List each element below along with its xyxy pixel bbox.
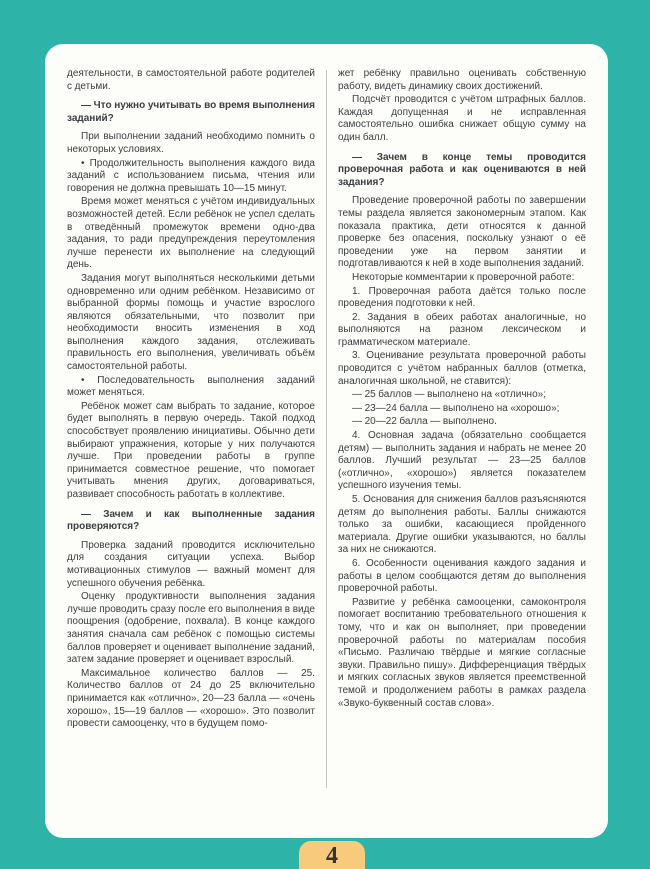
paragraph: Задания могут выполняться несколькими детьми одновременно или одним ребёнком. Независимо от выбранной формы помощь и участие взрослого являются обязательными, что позволит при необходимости вносить изменения в ход выполнения каждого задания, отслеживать правильность его выполнения, увеличивать объём самостоятельной работы. [67, 272, 315, 373]
paragraph: Оценку продуктивности выполнения задания лучше проводить сразу после его выполнения в виде поощрения (одобрение, похвала). В конце каждого занятия сначала сам ребёнок с помощью системы баллов проверяет и оценивает выполнение заданий, затем задание проверяет и оценивает взрослый. [67, 591, 315, 666]
paragraph: Проверка заданий проводится исключительно для создания ситуации успеха. Выбор мотивационных стимулов — важный момент для успешного обучения ребёнка. [67, 539, 315, 589]
bullet-paragraph: • Последовательность выполнения заданий может меняться. [67, 374, 315, 399]
paragraph: Ребёнок может сам выбрать то задание, которое будет выполнять в первую очередь. Такой подход способствует проявлению инициативы. Обычно дети выбирают упражнения, которые у них получаются лучше. При проведении работы в группе принимается совместное решение, что помогает учитывать мнения других, договариваться, развивает способность работать в коллективе. [67, 400, 315, 500]
two-column-text-layout [67, 68, 586, 818]
paragraph: Максимальное количество баллов — 25. Количество баллов от 24 до 25 включительно принимается как «отлично», 20—23 балла — «очень хорошо», 15—19 баллов — «хорошо». Это позволит провести самооценку, что в будущем помо- [67, 667, 315, 730]
book-page [45, 44, 608, 838]
paragraph: 5. Основания для снижения баллов разъясняются детям до выполнения работы. Баллы снижаются только за ошибки, касающиеся пройденного материала. Другие ошибки указываются, но баллы за них не снижаются. [338, 494, 586, 556]
paragraph: 1. Проверочная работа даётся только после проведения подготовки к ней. [338, 285, 586, 310]
paragraph: 3. Оценивание результата проверочной работы проводится с учётом набранных баллов (отметка, аналогичная школьной, не ставится): [338, 350, 586, 387]
paragraph: Проведение проверочной работы по завершении темы раздела является закономерным этапом. Как показала практика, дети относятся к данной проверке без опасения, поскольку узнают о её проведении уже на первом занятии и подготавливаются к ней в ходе выполнения заданий. [338, 195, 586, 270]
paragraph: Подсчёт проводится с учётом штрафных баллов. Каждая допущенная и не исправленная самостоятельно ошибка снижает общую сумму на один балл. [338, 94, 586, 143]
score-list-item: — 23—24 балла — выполнено на «хорошо»; [352, 402, 560, 414]
paragraph: 6. Особенности оценивания каждого задания и работы в целом сообщаются детям до выполнения проверочной работы. [338, 557, 586, 595]
paragraph: Развитие у ребёнка самооценки, самоконтроля помогает воспитанию требовательного отношения к тому, что и как он выполняет, при проведении проверочной работы по материалам пособия «Письмо. Различаю твёрдые и мягкие согласные звуки. Правильно пишу». Дифференциация твёрдых и мягких согласных звуков является преемственной темой и продолжением работы в рамках раздела «Звуко-буквенный состав слова». [338, 596, 586, 709]
score-list-item: — 25 баллов — выполнено на «отлично»; [352, 389, 546, 401]
paragraph: При выполнении заданий необходимо помнить о некоторых условиях. [67, 131, 315, 155]
paragraph: Некоторые комментарии к проверочной работе: [352, 271, 575, 283]
right-column [338, 68, 586, 818]
left-column [67, 68, 315, 818]
column-divider [326, 70, 327, 788]
bullet-paragraph: • Продолжительность выполнения каждого вида заданий с использованием письма, чтения или говорения не должна превышать 10—15 минут. [67, 157, 315, 194]
score-list-item: — 20—22 балла — выполнено. [352, 416, 497, 428]
continuation-paragraph: жет ребёнку правильно оценивать собственную работу, видеть динамику своих достижений. [338, 68, 586, 92]
paragraph: Время может меняться с учётом индивидуальных возможностей детей. Если ребёнок не успел сделать в отведённый промежуток времени одно-два задания, то ради предупреждения переутомления лучше перенести их выполнение на следующий день. [67, 196, 315, 271]
paragraph: 4. Основная задача (обязательно сообщается детям) — выполнить задания и набрать не менее 20 баллов. Лучший результат — 23—25 баллов («отлично», «хорошо») является показателем успешного изучения темы. [338, 430, 586, 492]
paragraph: 2. Задания в обеих работах аналогичные, но выполняются на разном лексическом и грамматическом материале. [338, 311, 586, 348]
page-number: 4 [326, 843, 338, 869]
question-heading: — Зачем в конце темы проводится проверочная работа и как оцениваются в ней задания? [338, 151, 586, 188]
question-heading: — Что нужно учитывать во время выполнения заданий? [67, 100, 315, 124]
continuation-paragraph: деятельности, в самостоятельной работе родителей с детьми. [67, 68, 315, 92]
question-heading: — Зачем и как выполненные задания проверяются? [67, 508, 315, 533]
page-number-tab [299, 841, 365, 869]
